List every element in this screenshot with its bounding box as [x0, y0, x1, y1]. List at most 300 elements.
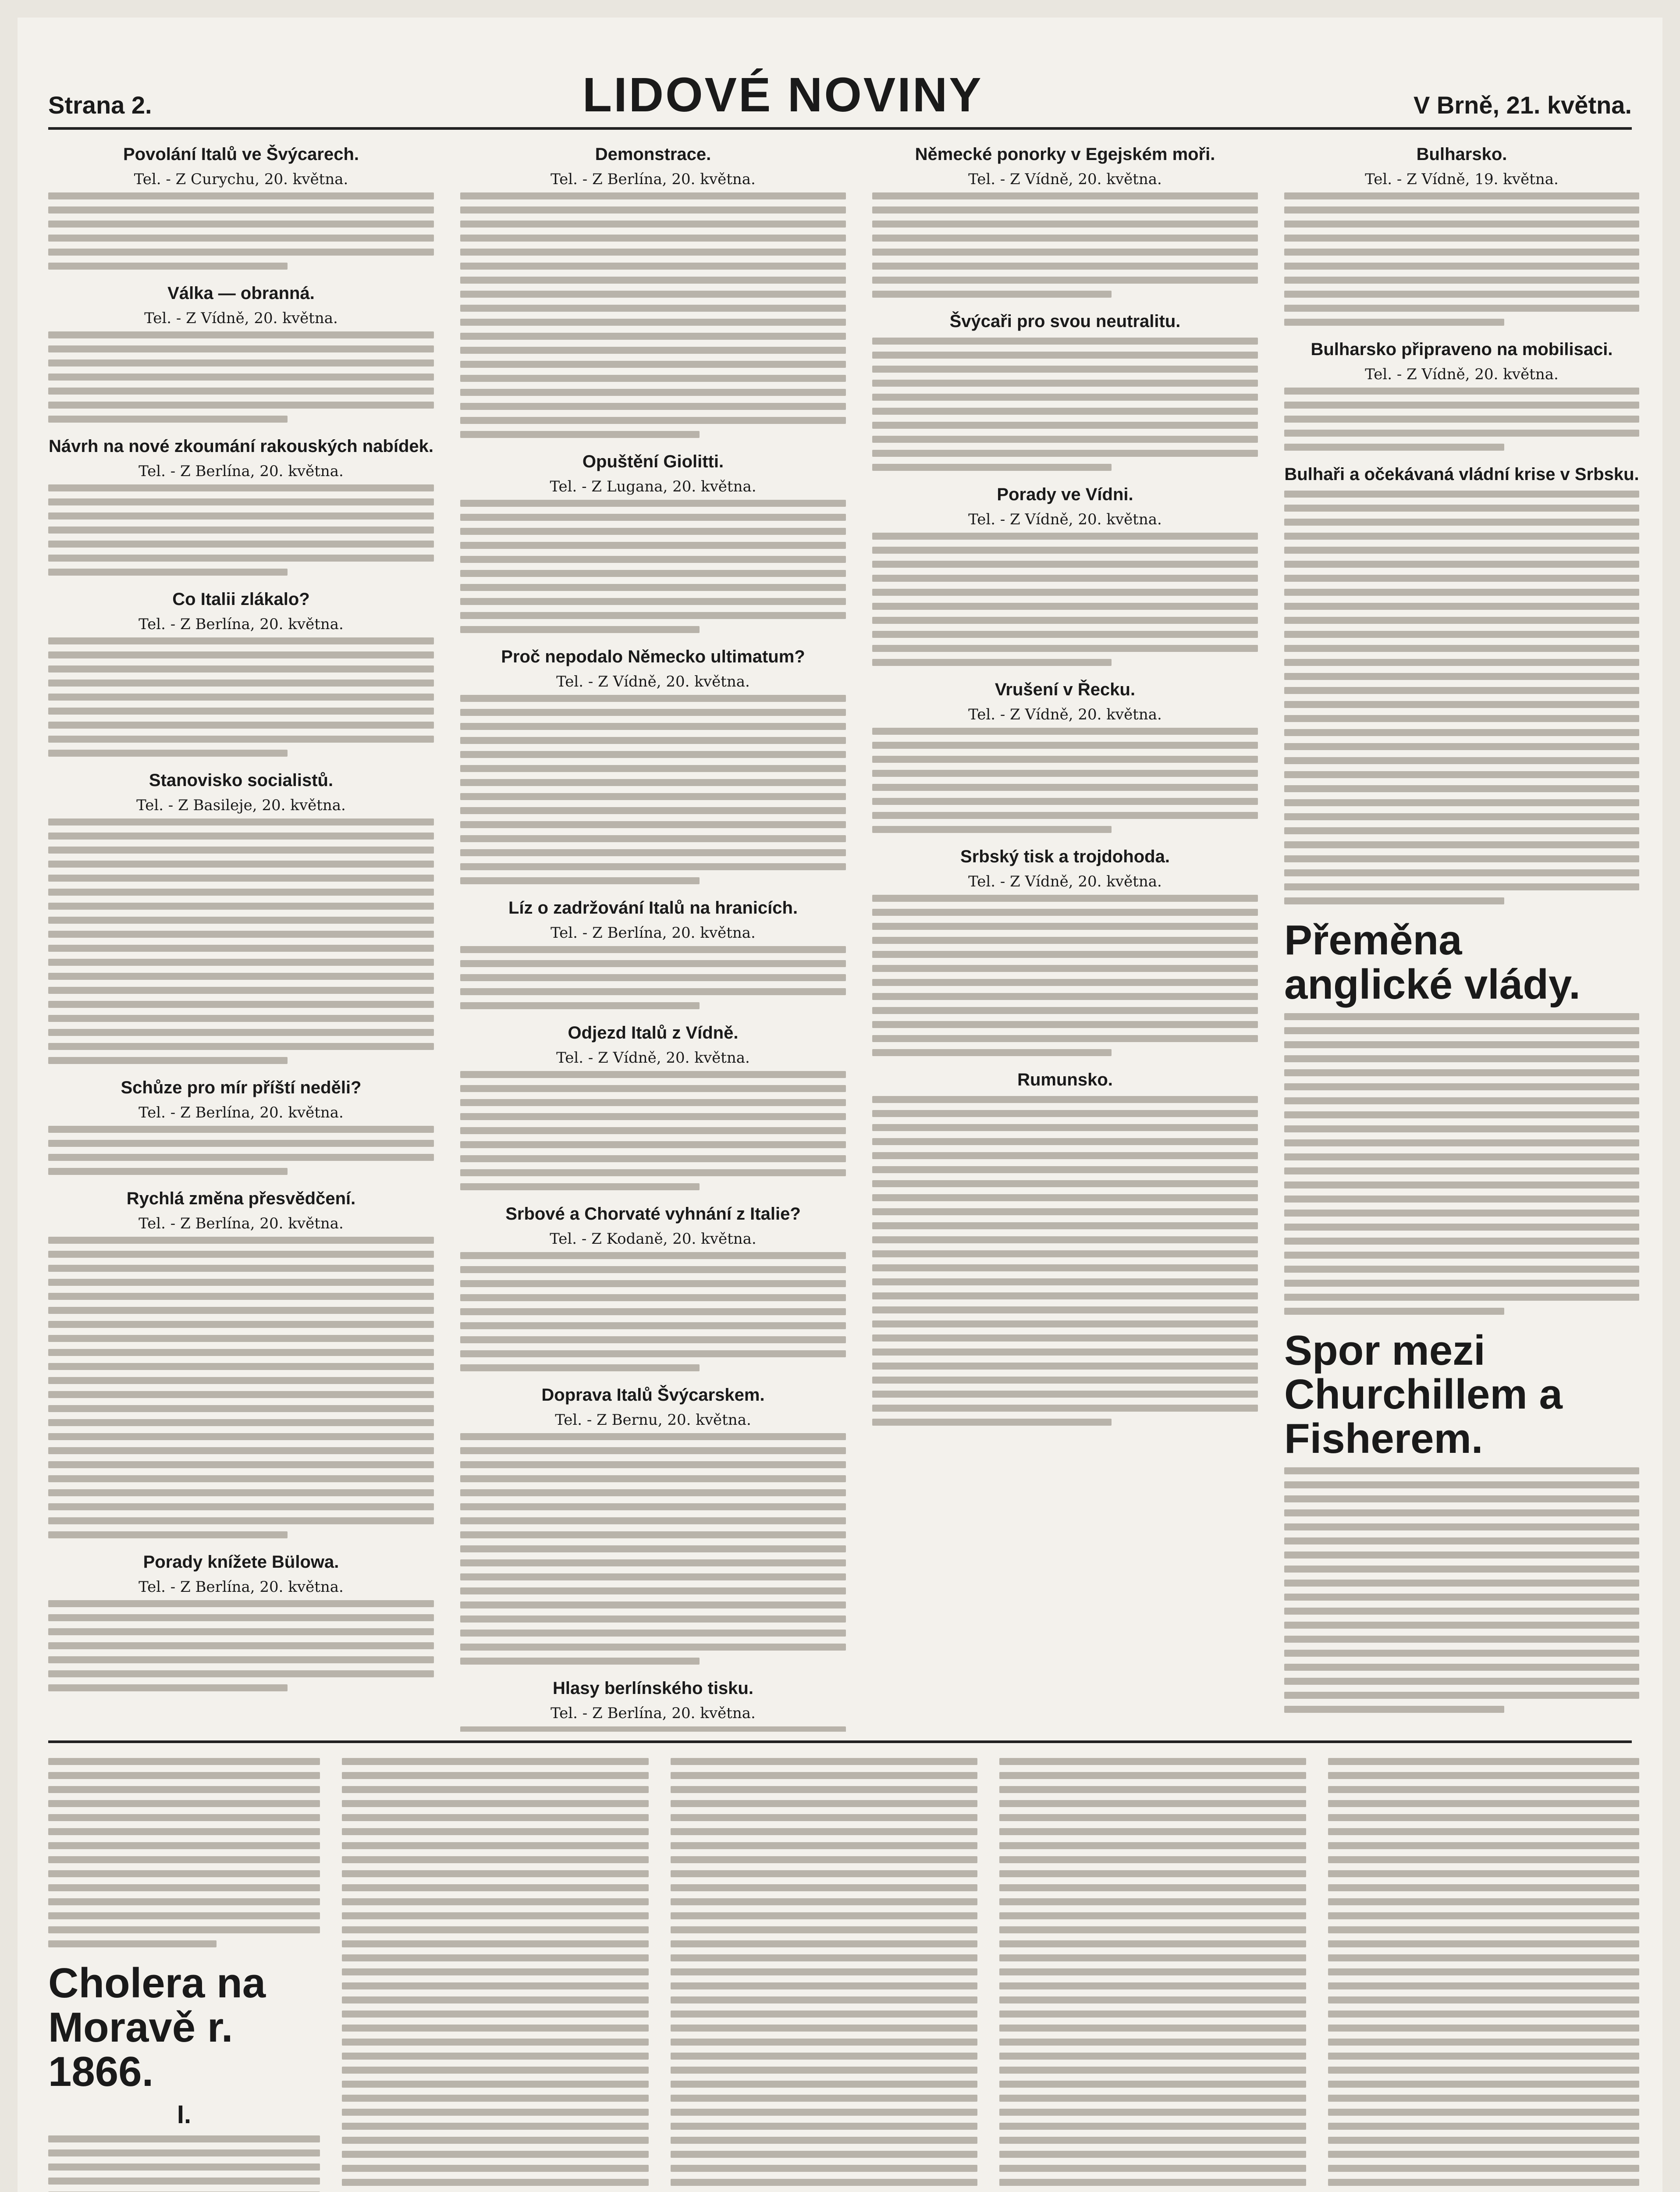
text-line-placeholder: [48, 1912, 320, 1919]
text-line-placeholder: [1284, 1636, 1639, 1643]
text-line-placeholder: [48, 1237, 434, 1244]
text-line-placeholder: [48, 1786, 320, 1793]
text-line-placeholder: [671, 1786, 977, 1793]
text-line-placeholder: [48, 1884, 320, 1891]
text-line-placeholder: [1284, 1252, 1639, 1259]
text-line-placeholder: [1328, 2067, 1639, 2074]
text-line-placeholder: [460, 333, 846, 340]
text-line-placeholder: [671, 2137, 977, 2144]
text-line-placeholder: [460, 249, 846, 256]
text-line-placeholder: [1284, 673, 1639, 680]
text-line-placeholder: [48, 2164, 320, 2171]
dateline: Tel. - Z Vídně, 20. května.: [968, 873, 1162, 890]
text-line-placeholder: [1284, 771, 1639, 778]
text-line-placeholder: [872, 408, 1258, 415]
text-line-placeholder: [1284, 757, 1639, 764]
text-line-placeholder: [999, 2137, 1306, 2144]
text-line-placeholder: [460, 221, 846, 228]
text-line-placeholder: [460, 849, 846, 856]
dateline: Tel. - Z Vídně, 20. května.: [968, 511, 1162, 528]
section-heading: Doprava Italů Švýcarskem.: [541, 1385, 765, 1405]
text-line-placeholder: [460, 347, 846, 354]
text-line-placeholder: [1284, 687, 1639, 694]
bottom-column-3: [999, 1758, 1306, 2192]
text-line-placeholder: [999, 1758, 1306, 1765]
dateline: Tel. - Z Bernu, 20. května.: [555, 1411, 751, 1429]
text-line-placeholder: [1328, 2081, 1639, 2088]
text-line-placeholder: [1284, 1467, 1639, 1474]
text-line-placeholder: [48, 875, 434, 882]
text-line-placeholder: [48, 1419, 434, 1426]
dateline: Tel. - Z Berlína, 20. května.: [139, 1578, 344, 1596]
text-line-placeholder: [460, 695, 846, 702]
column-middle-1: [460, 145, 846, 1732]
text-line-placeholder: [999, 1912, 1306, 1919]
text-line-placeholder: [460, 263, 846, 270]
text-line-placeholder: [1284, 249, 1639, 256]
text-line-placeholder: [48, 1772, 320, 1779]
text-line-placeholder: [48, 1251, 434, 1258]
text-line-placeholder: [460, 584, 846, 591]
text-line-placeholder: [460, 417, 846, 424]
text-line-placeholder: [48, 1293, 434, 1300]
text-line-placeholder: [1284, 1622, 1639, 1629]
article-body: [460, 946, 846, 1009]
text-line-placeholder: [872, 394, 1258, 401]
text-line-placeholder: [671, 1772, 977, 1779]
text-line-placeholder: [1328, 2123, 1639, 2130]
text-line-placeholder: [48, 833, 434, 840]
text-line-placeholder: [872, 1278, 1258, 1285]
text-line-placeholder: [872, 1391, 1258, 1398]
text-line-placeholder: [872, 1208, 1258, 1215]
text-line-placeholder: [48, 1898, 320, 1905]
text-line-placeholder: [48, 1168, 288, 1175]
text-line-placeholder: [342, 1996, 649, 2003]
text-line-placeholder: [460, 1183, 700, 1190]
text-line-placeholder: [999, 1968, 1306, 1975]
text-line-placeholder: [48, 541, 434, 548]
text-line-placeholder: [872, 1138, 1258, 1145]
text-line-placeholder: [872, 450, 1258, 457]
text-line-placeholder: [460, 1336, 846, 1343]
text-line-placeholder: [872, 617, 1258, 624]
text-line-placeholder: [999, 2123, 1306, 2130]
text-line-placeholder: [1284, 1139, 1639, 1146]
text-line-placeholder: [872, 1236, 1258, 1243]
text-line-placeholder: [872, 589, 1258, 596]
text-line-placeholder: [48, 1043, 434, 1050]
text-line-placeholder: [1284, 1706, 1504, 1713]
text-line-placeholder: [872, 951, 1258, 958]
text-line-placeholder: [48, 1057, 288, 1064]
section-heading: Co Italii zlákalo?: [172, 590, 310, 609]
article-body: [1284, 1467, 1639, 1713]
text-line-placeholder: [48, 1814, 320, 1821]
text-line-placeholder: [48, 1628, 434, 1635]
text-line-placeholder: [460, 779, 846, 786]
bottom-column-1: [342, 1758, 649, 2192]
text-line-placeholder: [872, 770, 1258, 777]
text-line-placeholder: [671, 2011, 977, 2018]
text-line-placeholder: [671, 1968, 977, 1975]
text-line-placeholder: [460, 1573, 846, 1580]
text-line-placeholder: [48, 249, 434, 256]
text-line-placeholder: [1284, 1580, 1639, 1587]
text-line-placeholder: [342, 1926, 649, 1933]
text-line-placeholder: [872, 291, 1112, 298]
text-line-placeholder: [872, 1377, 1258, 1384]
text-line-placeholder: [872, 263, 1258, 270]
text-line-placeholder: [999, 1842, 1306, 1849]
section-heading: Stanovisko socialistů.: [149, 771, 334, 790]
text-line-placeholder: [671, 2109, 977, 2116]
text-line-placeholder: [460, 1587, 846, 1594]
text-line-placeholder: [872, 206, 1258, 214]
text-line-placeholder: [48, 1447, 434, 1454]
text-line-placeholder: [872, 277, 1258, 284]
article-body: [48, 484, 434, 576]
dateline: Tel. - Z Vídně, 20. května.: [556, 1049, 750, 1067]
text-line-placeholder: [48, 651, 434, 658]
text-line-placeholder: [999, 1954, 1306, 1961]
text-line-placeholder: [342, 2165, 649, 2172]
text-line-placeholder: [872, 1021, 1258, 1028]
text-line-placeholder: [460, 877, 700, 884]
text-line-placeholder: [872, 909, 1258, 916]
text-line-placeholder: [48, 359, 434, 367]
text-line-placeholder: [460, 1169, 846, 1176]
text-line-placeholder: [460, 751, 846, 758]
text-line-placeholder: [48, 1433, 434, 1440]
text-line-placeholder: [48, 750, 288, 757]
text-line-placeholder: [460, 389, 846, 396]
text-line-placeholder: [1284, 729, 1639, 736]
section-heading: Bulhaři a očekávaná vládní krise v Srbsku.: [1284, 465, 1639, 484]
feature-heading: Cholera na Moravě r. 1866.: [48, 1960, 266, 2095]
text-line-placeholder: [460, 1280, 846, 1287]
text-line-placeholder: [872, 352, 1258, 359]
text-line-placeholder: [342, 1982, 649, 1989]
text-line-placeholder: [872, 1419, 1112, 1426]
text-line-placeholder: [671, 2081, 977, 2088]
text-line-placeholder: [460, 1322, 846, 1329]
text-line-placeholder: [460, 1071, 846, 1078]
text-line-placeholder: [1284, 291, 1639, 298]
text-line-placeholder: [999, 2011, 1306, 2018]
text-line-placeholder: [1328, 1870, 1639, 1877]
text-line-placeholder: [48, 1029, 434, 1036]
text-line-placeholder: [872, 1180, 1258, 1187]
dateline: Tel. - Z Kodaně, 20. května.: [550, 1230, 757, 1248]
text-line-placeholder: [48, 818, 434, 826]
text-line-placeholder: [872, 784, 1258, 791]
text-line-placeholder: [999, 2179, 1306, 2186]
article-body: [872, 1096, 1258, 1426]
text-line-placeholder: [460, 192, 846, 199]
text-line-placeholder: [1328, 1982, 1639, 1989]
text-line-placeholder: [999, 2109, 1306, 2116]
text-line-placeholder: [671, 1982, 977, 1989]
text-line-placeholder: [671, 2123, 977, 2130]
text-line-placeholder: [671, 1814, 977, 1821]
article-body: [460, 1726, 846, 1732]
dateline: Tel. - Z Berlína, 20. května.: [139, 1215, 344, 1232]
text-line-placeholder: [460, 277, 846, 284]
text-line-placeholder: [460, 612, 846, 619]
text-line-placeholder: [342, 1954, 649, 1961]
text-line-placeholder: [1328, 1926, 1639, 1933]
text-line-placeholder: [1284, 305, 1639, 312]
text-line-placeholder: [1284, 235, 1639, 242]
text-line-placeholder: [1328, 1800, 1639, 1807]
section-heading: Proč nepodalo Německo ultimatum?: [501, 647, 805, 666]
text-line-placeholder: [460, 291, 846, 298]
text-line-placeholder: [342, 1968, 649, 1975]
text-line-placeholder: [460, 305, 846, 312]
text-line-placeholder: [1284, 897, 1504, 904]
text-line-placeholder: [872, 533, 1258, 540]
text-line-placeholder: [460, 570, 846, 577]
text-line-placeholder: [460, 1113, 846, 1120]
text-line-placeholder: [48, 1377, 434, 1384]
text-line-placeholder: [48, 484, 434, 491]
text-line-placeholder: [1284, 701, 1639, 708]
text-line-placeholder: [872, 1306, 1258, 1313]
section-heading: Srbové a Chorvaté vyhnání z Italie?: [505, 1204, 801, 1224]
text-line-placeholder: [1284, 1055, 1639, 1062]
text-line-placeholder: [1284, 1594, 1639, 1601]
article-body: [1284, 1013, 1639, 1315]
text-line-placeholder: [460, 988, 846, 995]
text-line-placeholder: [460, 1545, 846, 1552]
text-line-placeholder: [48, 206, 434, 214]
text-line-placeholder: [671, 1870, 977, 1877]
text-line-placeholder: [1284, 491, 1639, 498]
text-line-placeholder: [1284, 855, 1639, 862]
text-line-placeholder: [342, 1912, 649, 1919]
dateline: Tel. - Z Berlína, 20. května.: [139, 463, 344, 480]
text-line-placeholder: [48, 1307, 434, 1314]
text-line-placeholder: [872, 1363, 1258, 1370]
text-line-placeholder: [872, 1320, 1258, 1327]
text-line-placeholder: [872, 742, 1258, 749]
text-line-placeholder: [872, 728, 1258, 735]
text-line-placeholder: [460, 1475, 846, 1482]
text-line-placeholder: [48, 1758, 320, 1765]
text-line-placeholder: [872, 1264, 1258, 1271]
text-line-placeholder: [1284, 1013, 1639, 1020]
text-line-placeholder: [1284, 1551, 1639, 1559]
text-line-placeholder: [342, 1856, 649, 1863]
text-line-placeholder: [48, 680, 434, 687]
text-line-placeholder: [48, 1279, 434, 1286]
text-line-placeholder: [48, 2178, 320, 2185]
text-line-placeholder: [460, 206, 846, 214]
section-heading: Demonstrace.: [595, 145, 711, 164]
text-line-placeholder: [1284, 533, 1639, 540]
text-line-placeholder: [1328, 1898, 1639, 1905]
text-line-placeholder: [48, 527, 434, 534]
text-line-placeholder: [460, 960, 846, 967]
section-heading: Přeměna anglické vlády.: [1284, 917, 1581, 1008]
text-line-placeholder: [671, 1758, 977, 1765]
text-line-placeholder: [1284, 192, 1639, 199]
text-line-placeholder: [48, 736, 434, 743]
text-line-placeholder: [872, 1349, 1258, 1356]
text-line-placeholder: [48, 1531, 288, 1538]
text-line-placeholder: [999, 2081, 1306, 2088]
section-heading: Srbský tisk a trojdohoda.: [960, 847, 1170, 866]
text-line-placeholder: [48, 987, 434, 994]
text-line-placeholder: [342, 1814, 649, 1821]
text-line-placeholder: [671, 1800, 977, 1807]
text-line-placeholder: [1328, 1856, 1639, 1863]
text-line-placeholder: [1284, 1196, 1639, 1203]
text-line-placeholder: [48, 498, 434, 505]
text-line-placeholder: [872, 1152, 1258, 1159]
section-heading: Schůze pro mír příští neděli?: [121, 1078, 362, 1097]
section-heading: Švýcaři pro svou neutralitu.: [949, 312, 1181, 331]
article-body: [460, 192, 846, 438]
text-line-placeholder: [671, 1912, 977, 1919]
text-line-placeholder: [1284, 883, 1639, 890]
text-line-placeholder: [872, 192, 1258, 199]
text-line-placeholder: [48, 1475, 434, 1482]
section-heading: Vrušení v Řecku.: [995, 680, 1136, 699]
text-line-placeholder: [671, 1856, 977, 1863]
article-body: [872, 728, 1258, 833]
text-line-placeholder: [1328, 2165, 1639, 2172]
text-line-placeholder: [460, 1099, 846, 1106]
text-line-placeholder: [460, 1658, 700, 1665]
text-line-placeholder: [48, 1670, 434, 1677]
text-line-placeholder: [1284, 1238, 1639, 1245]
text-line-placeholder: [999, 2095, 1306, 2102]
section-heading: Rychlá změna přesvědčení.: [126, 1189, 356, 1208]
text-line-placeholder: [48, 1926, 320, 1933]
text-line-placeholder: [48, 235, 434, 242]
text-line-placeholder: [48, 889, 434, 896]
text-line-placeholder: [671, 1842, 977, 1849]
text-line-placeholder: [1284, 206, 1639, 214]
bottom-column-2: [671, 1758, 977, 2192]
text-line-placeholder: [1284, 1125, 1639, 1132]
text-line-placeholder: [460, 1559, 846, 1566]
feature-subheading: I.: [177, 2100, 192, 2129]
text-line-placeholder: [999, 1898, 1306, 1905]
text-line-placeholder: [48, 2135, 320, 2142]
text-line-placeholder: [1284, 589, 1639, 596]
text-line-placeholder: [460, 403, 846, 410]
text-line-placeholder: [48, 345, 434, 352]
text-line-placeholder: [342, 2151, 649, 2158]
text-line-placeholder: [48, 569, 288, 576]
text-line-placeholder: [1284, 1537, 1639, 1544]
text-line-placeholder: [48, 722, 434, 729]
text-line-placeholder: [48, 1335, 434, 1342]
article-body: [48, 331, 434, 423]
text-line-placeholder: [1328, 2095, 1639, 2102]
section-heading: Německé ponorky v Egejském moři.: [915, 145, 1215, 164]
text-line-placeholder: [1328, 1884, 1639, 1891]
text-line-placeholder: [1284, 1069, 1639, 1076]
text-line-placeholder: [342, 1786, 649, 1793]
text-line-placeholder: [460, 1601, 846, 1608]
text-line-placeholder: [999, 1926, 1306, 1933]
article-body: [1284, 192, 1639, 326]
dateline: Tel. - Z Berlína, 20. května.: [551, 171, 756, 188]
text-line-placeholder: [460, 946, 846, 953]
text-line-placeholder: [48, 903, 434, 910]
text-line-placeholder: [460, 1350, 846, 1357]
text-line-placeholder: [48, 512, 434, 520]
text-line-placeholder: [872, 1166, 1258, 1173]
text-line-placeholder: [460, 361, 846, 368]
section-heading: Povolání Italů ve Švýcarech.: [123, 145, 359, 164]
text-line-placeholder: [872, 1110, 1258, 1117]
text-line-placeholder: [999, 2053, 1306, 2060]
text-line-placeholder: [460, 737, 846, 744]
text-line-placeholder: [48, 1265, 434, 1272]
text-line-placeholder: [1284, 659, 1639, 666]
text-line-placeholder: [872, 221, 1258, 228]
newspaper-title: LIDOVÉ NOVINY: [582, 68, 983, 122]
article-body: [872, 192, 1258, 298]
text-line-placeholder: [48, 192, 434, 199]
text-line-placeholder: [1284, 715, 1639, 722]
text-line-placeholder: [48, 861, 434, 868]
text-line-placeholder: [671, 2151, 977, 2158]
issue-date: V Brně, 21. května.: [1413, 91, 1632, 119]
text-line-placeholder: [48, 555, 434, 562]
masthead: [48, 44, 1632, 130]
text-line-placeholder: [671, 2067, 977, 2074]
text-line-placeholder: [48, 1154, 434, 1161]
text-line-placeholder: [460, 807, 846, 814]
text-line-placeholder: [872, 1334, 1258, 1342]
text-line-placeholder: [671, 1828, 977, 1835]
text-line-placeholder: [1328, 2053, 1639, 2060]
text-line-placeholder: [48, 665, 434, 673]
text-line-placeholder: [671, 1898, 977, 1905]
text-line-placeholder: [460, 1616, 846, 1623]
text-line-placeholder: [872, 1035, 1258, 1042]
text-line-placeholder: [999, 2025, 1306, 2032]
text-line-placeholder: [1328, 1968, 1639, 1975]
text-line-placeholder: [1328, 1814, 1639, 1821]
text-line-placeholder: [872, 937, 1258, 944]
text-line-placeholder: [999, 2039, 1306, 2046]
text-line-placeholder: [48, 1870, 320, 1877]
text-line-placeholder: [872, 1194, 1258, 1201]
text-line-placeholder: [1328, 1954, 1639, 1961]
text-line-placeholder: [342, 2025, 649, 2032]
text-line-placeholder: [342, 1940, 649, 1947]
text-line-placeholder: [48, 1126, 434, 1133]
text-line-placeholder: [1328, 1828, 1639, 1835]
text-line-placeholder: [1328, 2039, 1639, 2046]
text-line-placeholder: [48, 402, 434, 409]
text-line-placeholder: [460, 319, 846, 326]
text-line-placeholder: [872, 338, 1258, 345]
text-line-placeholder: [342, 2109, 649, 2116]
text-line-placeholder: [1328, 1912, 1639, 1919]
text-line-placeholder: [1328, 2179, 1639, 2186]
text-line-placeholder: [872, 464, 1112, 471]
text-line-placeholder: [999, 1814, 1306, 1821]
text-line-placeholder: [872, 422, 1258, 429]
